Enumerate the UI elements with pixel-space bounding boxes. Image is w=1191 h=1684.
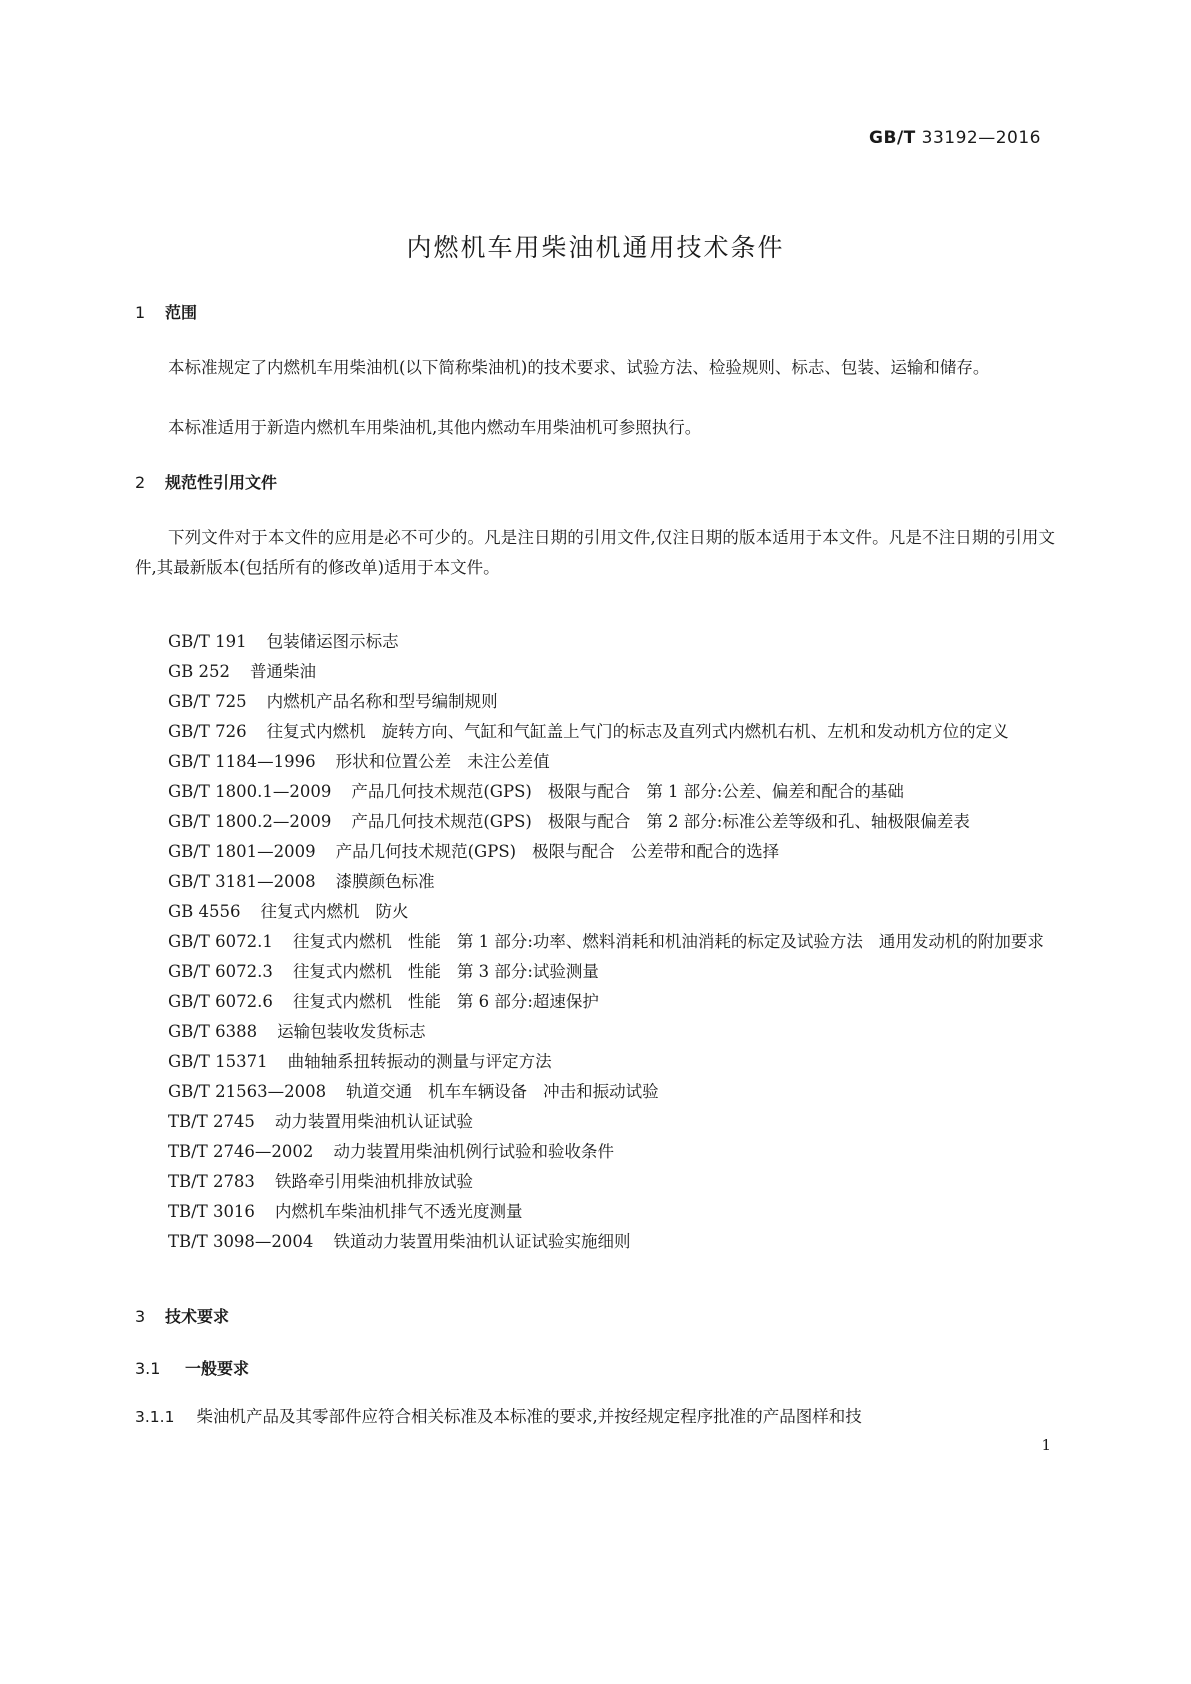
reference-code: TB/T 2783 (168, 1172, 255, 1191)
reference-item (135, 1047, 1055, 1077)
reference-title-part: 轨道交通 (346, 1082, 413, 1101)
reference-item (135, 1227, 1055, 1257)
reference-title-part: 产品几何技术规范(GPS) (351, 812, 532, 831)
section-number: 3.1 (135, 1359, 161, 1378)
reference-code: GB/T 6072.3 (168, 962, 273, 981)
reference-code: TB/T 2745 (168, 1112, 255, 1131)
reference-item (135, 927, 1055, 957)
reference-title-part: 第 3 部分:试验测量 (456, 962, 599, 981)
reference-title-part: 公差带和配合的选择 (630, 842, 780, 861)
reference-code: GB/T 1184—1996 (168, 752, 316, 771)
reference-title-part: 第 2 部分:标准公差等级和孔、轴极限偏差表 (646, 812, 970, 831)
section-title: 规范性引用文件 (165, 473, 278, 492)
reference-title-part: 往复式内燃机 (266, 722, 366, 741)
reference-code: GB/T 6072.1 (168, 932, 273, 951)
document-title: 内燃机车用柴油机通用技术条件 (406, 233, 785, 262)
reference-item (135, 1017, 1055, 1047)
reference-title-part: 往复式内燃机 (292, 962, 392, 981)
reference-title-part: 铁道动力装置用柴油机认证试验实施细则 (333, 1232, 631, 1251)
reference-code: GB/T 15371 (168, 1052, 268, 1071)
reference-title-part: 性能 (407, 932, 441, 951)
reference-item (135, 687, 1055, 717)
section-number: 1 (135, 303, 146, 322)
reference-title-part: 内燃机车柴油机排气不透光度测量 (274, 1202, 523, 1221)
reference-title-part: 产品几何技术规范(GPS) (351, 782, 532, 801)
normative-refs-intro: 下列文件对于本文件的应用是必不可少的。凡是注日期的引用文件,仅注日期的版本适用于本文件。凡是不注日期的引用文件,其最新版本(包括所有的修改单)适用于本文件。 (135, 528, 1055, 577)
scope-paragraph-2: 本标准适用于新造内燃机车用柴油机,其他内燃动车用柴油机可参照执行。 (168, 418, 702, 437)
reference-item (135, 717, 1055, 747)
reference-code: GB/T 1800.1—2009 (168, 782, 332, 801)
reference-code: TB/T 3098—2004 (168, 1232, 314, 1251)
reference-code: GB/T 725 (168, 692, 247, 711)
reference-item (135, 807, 1055, 837)
section-title: 一般要求 (185, 1359, 250, 1378)
reference-item (135, 1197, 1055, 1227)
reference-title-part: 未注公差值 (467, 752, 550, 771)
reference-item (135, 837, 1055, 867)
reference-code: GB/T 3181—2008 (168, 872, 316, 891)
standard-prefix: GB/T (869, 128, 916, 148)
reference-title-part: 性能 (407, 962, 441, 981)
reference-title-part: 通用发动机的附加要求 (878, 932, 1044, 951)
reference-item (135, 657, 1055, 687)
standard-code (869, 128, 1041, 148)
reference-title-part: 第 1 部分:功率、燃料消耗和机油消耗的标定及试验方法 (456, 932, 863, 951)
clause-text: 柴油机产品及其零部件应符合相关标准及本标准的要求,并按经规定程序批准的产品图样和技 (196, 1407, 862, 1426)
section-3-1-heading (135, 1356, 249, 1379)
section-title: 范围 (165, 303, 198, 322)
reference-title-part: 极限与配合 (547, 812, 631, 831)
reference-code: GB/T 6388 (168, 1022, 258, 1041)
reference-item (135, 747, 1055, 777)
reference-item (135, 1167, 1055, 1197)
section-title: 技术要求 (165, 1307, 230, 1326)
reference-item (135, 1107, 1055, 1137)
reference-title-part: 普通柴油 (250, 662, 317, 681)
reference-title-part: 往复式内燃机 (292, 992, 392, 1011)
reference-title-part: 往复式内燃机 (292, 932, 392, 951)
reference-item (135, 957, 1055, 987)
reference-title-part: 第 6 部分:超速保护 (456, 992, 599, 1011)
page-number: 1 (1041, 1436, 1051, 1454)
reference-title-part: 内燃机产品名称和型号编制规则 (266, 692, 498, 711)
section-number: 2 (135, 473, 146, 492)
reference-code: GB 252 (168, 662, 231, 681)
reference-title-part: 防火 (375, 902, 409, 921)
reference-title-part: 第 1 部分:公差、偏差和配合的基础 (646, 782, 904, 801)
reference-code: GB/T 726 (168, 722, 247, 741)
reference-code: GB/T 6072.6 (168, 992, 273, 1011)
clause-number: 3.1.1 (135, 1408, 175, 1426)
section-2-heading (135, 470, 277, 493)
section-3-heading (135, 1304, 229, 1327)
reference-title-part: 性能 (407, 992, 441, 1011)
reference-title-part: 往复式内燃机 (260, 902, 360, 921)
reference-title-part: 运输包装收发货标志 (277, 1022, 426, 1041)
reference-title-part: 冲击和振动试验 (543, 1082, 659, 1101)
reference-title-part: 旋转方向、气缸和气缸盖上气门的标志及直列式内燃机右机、左机和发动机方位的定义 (381, 722, 1009, 741)
reference-code: TB/T 3016 (168, 1202, 255, 1221)
section-1-heading (135, 300, 197, 323)
reference-title-part: 极限与配合 (547, 782, 631, 801)
reference-item (135, 987, 1055, 1017)
reference-title-part: 形状和位置公差 (335, 752, 452, 771)
section-number: 3 (135, 1307, 146, 1326)
reference-code: GB 4556 (168, 902, 241, 921)
reference-code: GB/T 191 (168, 632, 247, 651)
reference-title-part: 极限与配合 (532, 842, 615, 861)
reference-item (135, 1077, 1055, 1107)
scope-paragraph-1: 本标准规定了内燃机车用柴油机(以下简称柴油机)的技术要求、试验方法、检验规则、标志、包装、运输和储存。 (168, 358, 990, 377)
reference-title-part: 产品几何技术规范(GPS) (335, 842, 517, 861)
reference-title-part: 动力装置用柴油机例行试验和验收条件 (333, 1142, 614, 1161)
reference-title-part: 漆膜颜色标准 (335, 872, 435, 891)
reference-item (135, 1137, 1055, 1167)
reference-code: GB/T 21563—2008 (168, 1082, 327, 1101)
standard-number: 33192—2016 (921, 128, 1041, 148)
reference-item (135, 897, 1055, 927)
reference-item (135, 867, 1055, 897)
reference-title-part: 动力装置用柴油机认证试验 (274, 1112, 473, 1131)
reference-item (135, 627, 1055, 657)
reference-item (135, 777, 1055, 807)
reference-code: GB/T 1801—2009 (168, 842, 316, 861)
reference-code: GB/T 1800.2—2009 (168, 812, 332, 831)
reference-title-part: 包装储运图示标志 (266, 632, 399, 651)
reference-title-part: 机车车辆设备 (428, 1082, 528, 1101)
clause-3-1-1 (135, 1402, 1055, 1432)
reference-title-part: 铁路牵引用柴油机排放试验 (274, 1172, 473, 1191)
reference-code: TB/T 2746—2002 (168, 1142, 314, 1161)
reference-title-part: 曲轴轴系扭转振动的测量与评定方法 (287, 1052, 552, 1071)
reference-list (135, 627, 1055, 1257)
